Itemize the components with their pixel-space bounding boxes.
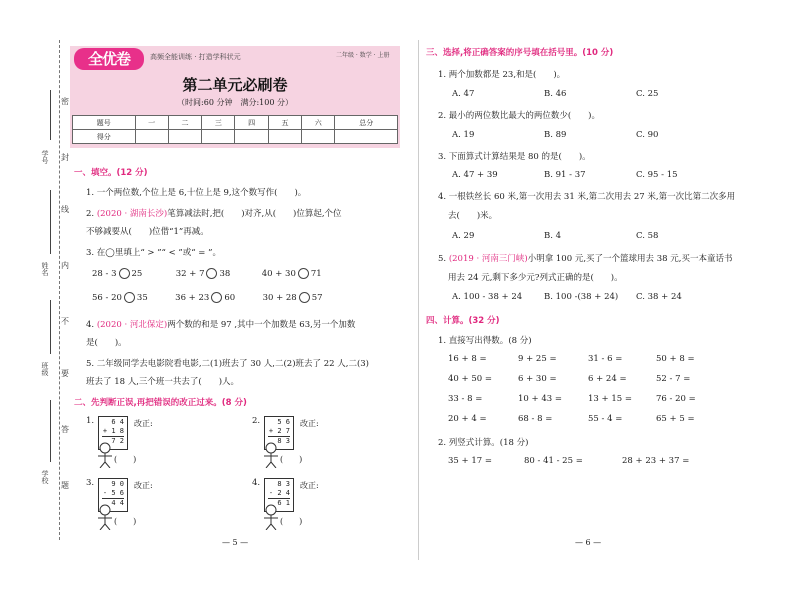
cartoon-kid-icon xyxy=(260,442,282,468)
compare-circle[interactable] xyxy=(119,268,130,279)
score-cell[interactable] xyxy=(335,130,398,144)
score-cell[interactable] xyxy=(302,130,335,144)
question-3-1: 1. 两个加数都是 23,和是( )。 xyxy=(438,70,566,80)
vertical-calc-1 xyxy=(86,416,206,471)
binding-word: 线 xyxy=(61,205,69,214)
option[interactable]: A. 47 + 39 xyxy=(452,170,498,180)
compare-value: 71 xyxy=(310,269,322,279)
compare-value: 25 xyxy=(131,269,143,279)
correction-label: 改正: xyxy=(300,481,319,490)
compare-row-2 xyxy=(92,292,323,303)
option[interactable]: C. 95 - 15 xyxy=(636,170,678,180)
mental-calc[interactable]: 31 - 6 = xyxy=(588,354,623,364)
option[interactable]: C. 90 xyxy=(636,130,659,140)
option[interactable]: B. 100 -(38 + 24) xyxy=(544,292,619,302)
compare-expr: 36 + 23 xyxy=(175,293,210,303)
question-1-4-cont: 是( )。 xyxy=(86,338,127,348)
calc-line: 6 4 xyxy=(111,418,124,426)
compare-value: 38 xyxy=(219,269,231,279)
option[interactable]: C. 58 xyxy=(636,231,659,241)
score-header: 总分 xyxy=(335,116,398,130)
option[interactable]: B. 89 xyxy=(544,130,567,140)
school-label: 学校 xyxy=(41,470,49,484)
compare-value: 57 xyxy=(311,293,323,303)
binding-word: 答 xyxy=(61,425,69,434)
binding-word: 不 xyxy=(61,317,69,326)
question-text: 两个数的和是 97 ,其中一个加数是 63,另一个加数 xyxy=(167,320,356,330)
question-4-2: 2. 列竖式计算。(18 分) xyxy=(438,438,529,448)
question-3-4-cont: 去( )米。 xyxy=(448,211,498,221)
binding-word: 封 xyxy=(61,153,69,162)
judge-paren[interactable]: ( ) xyxy=(114,517,137,526)
item-number: 3. xyxy=(86,478,95,488)
cartoon-kid-icon xyxy=(94,442,116,468)
class-label: 班级 xyxy=(41,362,49,376)
judge-paren[interactable]: ( ) xyxy=(114,455,137,464)
name-label: 姓名 xyxy=(41,262,49,276)
item-number: 2. xyxy=(252,416,261,426)
page-divider xyxy=(418,40,419,560)
option[interactable]: A. 19 xyxy=(452,130,475,140)
question-1-3: 3. 在◯里填上“ > ”“ < ”或“ = ”。 xyxy=(86,248,221,258)
compare-expr: 28 - 3 xyxy=(92,269,117,279)
calc-result: 4 4 xyxy=(102,498,124,508)
score-row-label: 得分 xyxy=(73,130,136,144)
option[interactable]: C. 38 + 24 xyxy=(636,292,682,302)
compare-circle[interactable] xyxy=(299,292,310,303)
score-header: 三 xyxy=(202,116,235,130)
slogan: 高频全能训练 · 打造学科状元 xyxy=(150,53,241,61)
vertical-calc-2 xyxy=(252,416,372,471)
binding-word: 内 xyxy=(61,261,69,270)
vertical-calc-task[interactable]: 35 + 17 = xyxy=(448,456,492,466)
mental-calc[interactable]: 65 + 5 = xyxy=(656,414,695,424)
source-tag: (2020 · 河北保定) xyxy=(96,320,168,330)
calc-result: 6 1 xyxy=(268,498,290,508)
question-1-1: 1. 一个两位数,个位上是 6,十位上是 9,这个数写作( )。 xyxy=(86,188,307,198)
item-number: 1. xyxy=(86,416,95,426)
source-tag: (2020 · 湖南长沙) xyxy=(96,209,168,219)
compare-circle[interactable] xyxy=(206,268,217,279)
score-table xyxy=(72,115,398,144)
question-3-2: 2. 最小的两位数比最大的两位数少( )。 xyxy=(438,111,600,121)
compare-value: 60 xyxy=(224,293,236,303)
score-header: 二 xyxy=(168,116,201,130)
student-id-line[interactable] xyxy=(50,90,51,140)
question-1-2: 2. (2020 · 湖南长沙)笔算减法时,把( )对齐,从( )位算起,个位 xyxy=(86,209,342,219)
compare-expr: 30 + 28 xyxy=(262,293,297,303)
binding-word: 题 xyxy=(61,481,69,490)
calc-line: + 2 7 xyxy=(268,427,290,435)
compare-circle[interactable] xyxy=(298,268,309,279)
cartoon-kid-icon xyxy=(260,504,282,530)
mental-calc[interactable]: 10 + 43 = xyxy=(518,394,562,404)
page-title: 第二单元必刷卷 xyxy=(182,76,288,94)
grade-label: 二年级 · 数学 · 上册 xyxy=(336,52,390,59)
mental-calc[interactable]: 6 + 24 = xyxy=(588,374,627,384)
mental-calc[interactable]: 76 - 20 = xyxy=(656,394,696,404)
page-number-right: — 6 — xyxy=(575,538,602,547)
mental-calc[interactable]: 40 + 50 = xyxy=(448,374,492,384)
question-3-5-cont: 用去 24 元,剩下多少元?列式正确的是( )。 xyxy=(448,273,623,283)
source-tag: (2019 · 河南三门峡) xyxy=(448,254,528,264)
option[interactable]: A. 100 - 38 + 24 xyxy=(452,292,523,302)
exam-info: （时间:60 分钟 满分:100 分） xyxy=(177,98,293,107)
cartoon-kid-icon xyxy=(94,504,116,530)
option[interactable]: A. 29 xyxy=(452,231,475,241)
binding-dashed-line xyxy=(59,40,60,540)
binding-word: 密 xyxy=(61,97,69,106)
mental-calc[interactable]: 13 + 15 = xyxy=(588,394,632,404)
score-cell[interactable] xyxy=(235,130,268,144)
calc-line: + 1 8 xyxy=(102,427,124,435)
calc-line: 8 3 xyxy=(277,480,290,488)
mental-calc[interactable]: 16 + 8 = xyxy=(448,354,487,364)
mental-calc[interactable]: 20 + 4 = xyxy=(448,414,487,424)
score-cell[interactable] xyxy=(168,130,201,144)
mental-calc[interactable]: 68 - 8 = xyxy=(518,414,553,424)
calc-result: 7 2 xyxy=(102,436,124,446)
score-header: 五 xyxy=(268,116,301,130)
class-line[interactable] xyxy=(50,300,51,354)
compare-value: 35 xyxy=(136,293,148,303)
question-1-4: 4. (2020 · 河北保定)两个数的和是 97 ,其中一个加数是 63,另一个加数 xyxy=(86,320,356,330)
question-3-3: 3. 下面算式计算结果是 80 的是( )。 xyxy=(438,152,591,162)
score-cell[interactable] xyxy=(202,130,235,144)
question-3-5: 5. (2019 · 河南三门峡)小明拿 100 元,买了一个篮球用去 38 元,买一本童话书 xyxy=(438,254,733,264)
option[interactable]: B. 4 xyxy=(544,231,562,241)
mental-calc[interactable]: 6 + 30 = xyxy=(518,374,557,384)
page-number-left: — 5 — xyxy=(222,538,249,547)
score-header: 一 xyxy=(135,116,168,130)
option[interactable]: B. 46 xyxy=(544,89,567,99)
compare-row-1 xyxy=(92,268,322,279)
question-1-2-cont: 不够减要从( )位借“1”再减。 xyxy=(86,227,209,237)
calc-result: 8 3 xyxy=(268,436,290,446)
compare-expr: 32 + 7 xyxy=(175,269,205,279)
correction-label: 改正: xyxy=(134,419,153,428)
binding-word: 要 xyxy=(61,369,69,378)
score-header: 六 xyxy=(302,116,335,130)
compare-expr: 40 + 30 xyxy=(261,269,296,279)
score-header: 题号 xyxy=(73,116,136,130)
compare-expr: 56 - 20 xyxy=(92,293,122,303)
score-cell[interactable] xyxy=(135,130,168,144)
vertical-calc-3 xyxy=(86,478,206,533)
compare-circle[interactable] xyxy=(211,292,222,303)
vertical-calc-task[interactable]: 80 - 41 - 25 = xyxy=(524,456,583,466)
name-line[interactable] xyxy=(50,190,51,254)
mental-calc[interactable]: 52 - 7 = xyxy=(656,374,691,384)
compare-circle[interactable] xyxy=(124,292,135,303)
score-cell[interactable] xyxy=(268,130,301,144)
question-1-5: 5. 二年级同学去电影院看电影,二(1)班去了 30 人,二(2)班去了 22 人,二(3) xyxy=(86,359,369,369)
brand-logo: 全优卷 xyxy=(74,48,144,70)
calc-line: - 5 6 xyxy=(102,489,124,497)
mental-calc[interactable]: 55 - 4 = xyxy=(588,414,623,424)
judge-paren[interactable]: ( ) xyxy=(280,455,303,464)
school-line[interactable] xyxy=(50,400,51,462)
option[interactable]: B. 91 - 37 xyxy=(544,170,586,180)
calc-line: 5 6 xyxy=(277,418,290,426)
question-3-4: 4. 一根铁丝长 60 米,第一次用去 31 米,第二次用去 27 米,第一次比第二次多用 xyxy=(438,192,736,202)
question-4-1: 1. 直接写出得数。(8 分) xyxy=(438,336,532,346)
option[interactable]: A. 47 xyxy=(452,89,475,99)
calc-line: - 2 4 xyxy=(268,489,290,497)
mental-calc[interactable]: 50 + 8 = xyxy=(656,354,695,364)
item-number: 4. xyxy=(252,478,261,488)
section-2-title: 二、先判断正误,再把错误的改正过来。(8 分) xyxy=(74,398,247,408)
mental-calc[interactable]: 9 + 25 = xyxy=(518,354,557,364)
student-id-label: 学号 xyxy=(41,150,49,164)
section-4-title: 四、计算。(32 分) xyxy=(426,316,500,326)
judge-paren[interactable]: ( ) xyxy=(280,517,303,526)
option[interactable]: C. 25 xyxy=(636,89,659,99)
vertical-calc-4 xyxy=(252,478,372,533)
mental-calc[interactable]: 33 - 8 = xyxy=(448,394,483,404)
question-text: 笔算减法时,把( )对齐,从( )位算起,个位 xyxy=(167,209,342,219)
question-text: 小明拿 100 元,买了一个篮球用去 38 元,买一本童话书 xyxy=(527,254,733,264)
correction-label: 改正: xyxy=(300,419,319,428)
correction-label: 改正: xyxy=(134,481,153,490)
section-1-title: 一、填空。(12 分) xyxy=(74,168,148,178)
vertical-calc-task[interactable]: 28 + 23 + 37 = xyxy=(622,456,690,466)
question-1-5-cont: 班去了 18 人,三个班一共去了( )人。 xyxy=(86,377,240,387)
calc-line: 9 0 xyxy=(111,480,124,488)
section-3-title: 三、选择,将正确答案的序号填在括号里。(10 分) xyxy=(426,48,614,58)
score-header: 四 xyxy=(235,116,268,130)
